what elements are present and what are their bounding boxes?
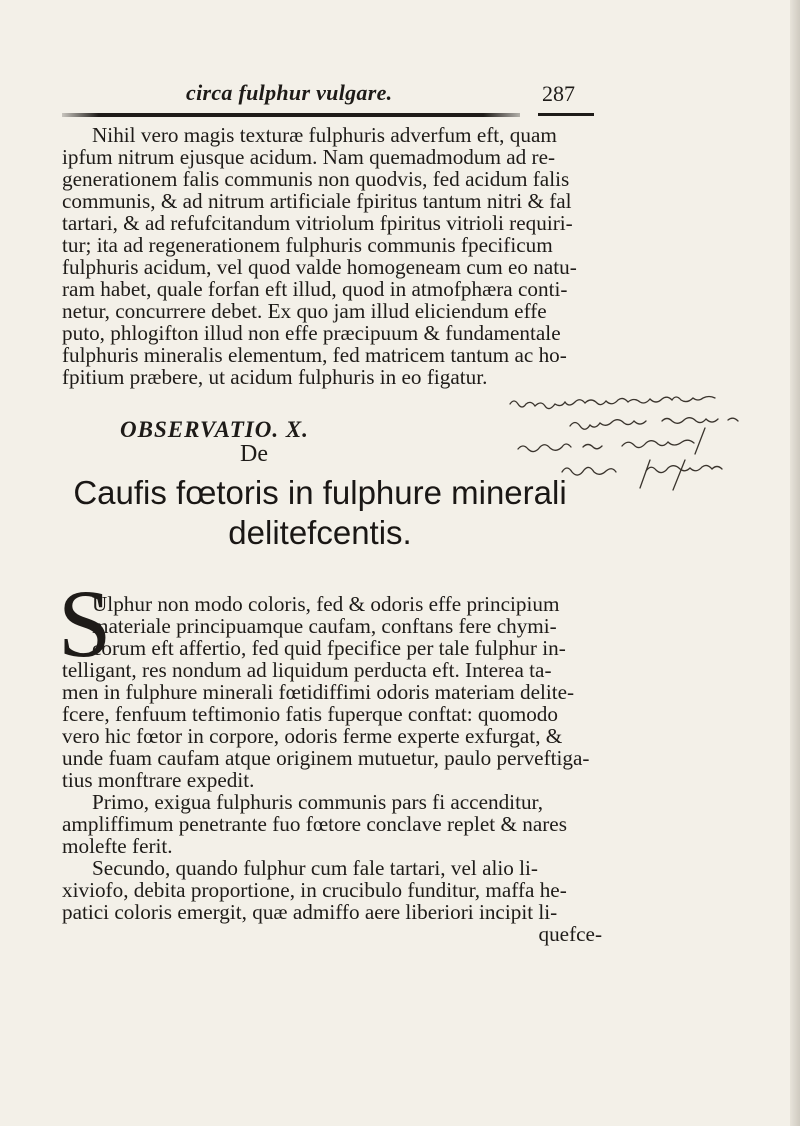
- text-line: communis, & ad nitrum artificiale fpiritus tantum nitri & fal: [62, 189, 572, 213]
- text-line: tius monftrare expedit.: [62, 768, 255, 792]
- text-line: molefte ferit.: [62, 834, 173, 858]
- paragraph-4: [62, 857, 602, 945]
- text-line: patici coloris emergit, quæ admiffo aere liberiori incipit li-: [62, 900, 558, 924]
- text-line: Secundo, quando fulphur cum fale tartari, vel alio li-: [92, 856, 538, 880]
- text-line: tartari, & ad refufcitandum vitriolum fpiritus vitrioli requiri-: [62, 211, 573, 235]
- text-line: ampliffimum penetrante fuo fœtore conclave replet & nares: [62, 812, 567, 836]
- text-line: generationem falis communis non quodvis, fed acidum falis: [62, 167, 570, 191]
- running-head: circa fulphur vulgare.: [186, 80, 393, 105]
- header-rule: [62, 113, 520, 117]
- text-line: fcere, fenfuum teftimonio fatis fuperque conftat: quomodo: [62, 702, 558, 726]
- catchword: quefce-: [538, 922, 602, 946]
- text-line: puto, phlogifton illud non effe præcipuum & fundamentale: [62, 321, 561, 345]
- text-line: ipfum nitrum ejusque acidum. Nam quemadmodum ad re-: [62, 145, 556, 169]
- text-line: Nihil vero magis texturæ fulphuris adverfum eft, quam: [92, 123, 557, 147]
- text-line: fulphuris acidum, vel quod valde homogeneam cum eo natu-: [62, 255, 577, 279]
- text-line: ram habet, quale forfan eft illud, quod in atmofphæra conti-: [62, 277, 568, 301]
- section-title-line-1: Caufis fœtoris in fulphure minerali: [73, 474, 567, 511]
- text-line: xiviofo, debita proportione, in crucibulo funditur, maffa he-: [62, 878, 567, 902]
- text-line: vero hic fœtor in corpore, odoris ferme experte exfurgat, &: [62, 724, 563, 748]
- page-edge: [790, 0, 800, 1126]
- text-line: tur; ita ad regenerationem fulphuris communis fpecificum: [62, 233, 553, 257]
- text-line: unde fuam caufam atque originem mutuetur, paulo perveftiga-: [62, 746, 590, 770]
- paragraph-3: [62, 791, 602, 857]
- text-line: telligant, res nondum ad liquidum perducta eft. Interea ta-: [62, 658, 552, 682]
- text-line: Primo, exigua fulphuris communis pars fi accenditur,: [92, 790, 544, 814]
- page-number: 287: [542, 81, 575, 106]
- paragraph-2: [62, 593, 602, 791]
- text-line: Ulphur non modo coloris, fed & odoris effe principium: [92, 592, 560, 616]
- paragraph-1: [62, 124, 602, 388]
- section-title-line-2: delitefcentis.: [228, 514, 412, 551]
- text-line: fulphuris mineralis elementum, fed matricem tantum ac ho-: [62, 343, 567, 367]
- header-rule-short: [538, 113, 594, 116]
- observation-de: De: [240, 441, 268, 467]
- observation-heading: OBSERVATIO. X.: [120, 417, 309, 442]
- text-line: men in fulphure minerali fœtidiffimi odoris materiam delite-: [62, 680, 575, 704]
- text-line: corum eft affertio, fed quid fpecifice per tale fulphur in-: [92, 636, 566, 660]
- text-line: materiale principuamque caufam, conftans fere chymi-: [92, 614, 557, 638]
- drop-cap: S: [58, 570, 112, 677]
- text-line: fpitium præbere, ut acidum fulphuris in eo figatur.: [62, 365, 488, 389]
- text-line: netur, concurrere debet. Ex quo jam illud eliciendum effe: [62, 299, 547, 323]
